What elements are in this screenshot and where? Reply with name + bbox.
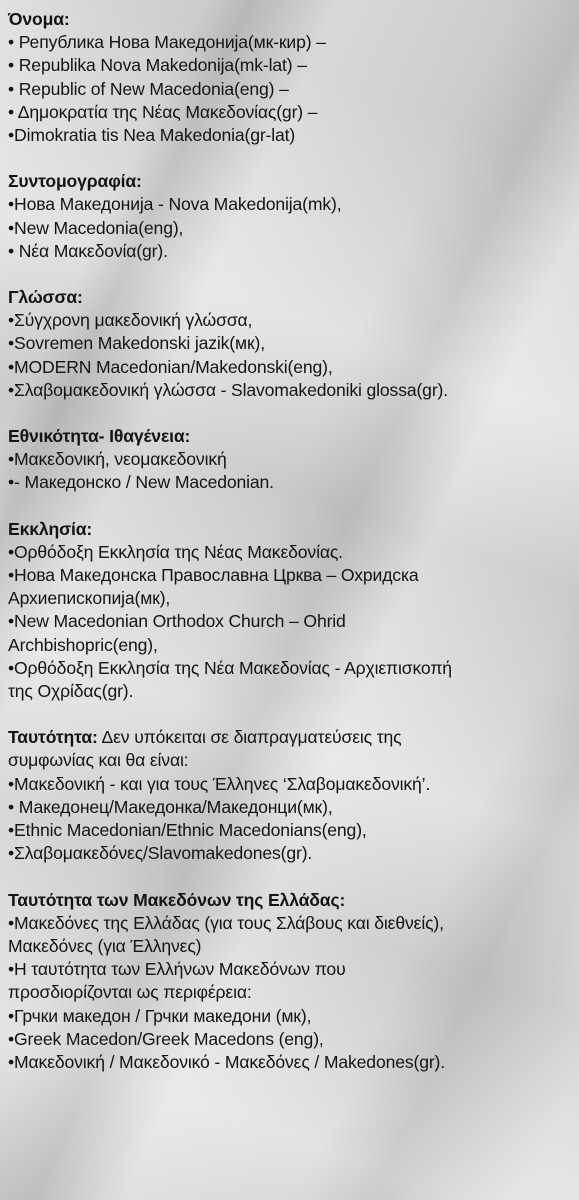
list-item: •Sovremen Makedonski jazik(мк), <box>8 333 265 354</box>
section-greek-macedonians <box>8 889 574 1075</box>
list-item: •Нова Македонска Православна Црква – Охридска <box>8 565 419 586</box>
section-heading: Ταυτότητα των Μακεδόνων της Ελλάδας: <box>8 889 346 910</box>
list-item-continuation: της Οχρίδας(gr). <box>8 681 134 702</box>
list-item: •New Macedonia(eng), <box>8 217 184 238</box>
list-item: •MODERN Macedonian/Makedonski(eng), <box>8 356 333 377</box>
list-item: •Ethnic Macedonian/Ethnic Macedonians(eng), <box>8 820 367 841</box>
section-name <box>8 8 574 147</box>
list-item: •Η ταυτότητα των Ελλήνων Μακεδόνων που <box>8 959 346 980</box>
list-item: •Σλαβομακεδονική γλώσσα - Slavomakedoniki glossa(gr). <box>8 379 448 400</box>
list-item: •Dimokratia tis Nea Makedonia(gr-lat) <box>8 125 296 146</box>
section-heading: Εκκλησία: <box>8 518 93 539</box>
section-language <box>8 286 574 402</box>
list-item: • Δημοκρατία της Νέας Μακεδονίας(gr) – <box>8 101 318 122</box>
section-heading: Όνομα: <box>8 9 70 29</box>
section-abbreviation <box>8 170 574 263</box>
section-nationality <box>8 425 574 495</box>
section-identity <box>8 726 574 865</box>
list-item: • Republic of New Macedonia(eng) – <box>8 78 289 99</box>
section-heading: Συντομογραφία: <box>8 171 142 192</box>
section-lead-text: Δεν υπόκειται σε διαπραγματεύσεις της <box>97 727 402 748</box>
list-item: • Νέα Μακεδονία(gr). <box>8 240 168 261</box>
section-heading: Ταυτότητα: <box>8 727 98 748</box>
list-item: •Грчки македон / Грчки македони (мк), <box>8 1005 312 1026</box>
list-item: •Σύγχρονη μακεδονική γλώσσα, <box>8 310 253 331</box>
list-item: •- Македонско / New Macedonian. <box>8 472 274 493</box>
list-item: • Република Нова Македонија(мк-кир) – <box>8 32 326 53</box>
list-item: •Ορθόδοξη Εκκλησία της Νέα Μακεδονίας - Αρχιεπισκοπή <box>8 657 452 678</box>
section-lead-line <box>8 726 574 749</box>
section-church <box>8 518 574 704</box>
list-item-continuation: Архиепископија(мк), <box>8 588 171 609</box>
list-item-continuation: Μακεδόνες (για Έλληνες) <box>8 935 202 956</box>
list-item-continuation: Archbishopric(eng), <box>8 634 158 655</box>
list-item: •Μακεδόνες της Ελλάδας (για τους Σλάβους και διεθνείς), <box>8 912 444 933</box>
list-item: •Μακεδονική / Μακεδονικό - Μακεδόνες / Makedones(gr). <box>8 1051 445 1072</box>
list-item: •New Macedonian Orthodox Church – Ohrid <box>8 611 346 632</box>
list-item: •Ορθόδοξη Εκκλησία της Νέας Μακεδονίας. <box>8 541 343 562</box>
list-item-continuation: συμφωνίας και θα είναι: <box>8 750 189 771</box>
list-item: •Μακεδονική - και για τους Έλληνες ‘Σλαβομακεδονική’. <box>8 773 431 794</box>
list-item: •Μακεδονική, νεομακεδονική <box>8 449 227 470</box>
list-item: •Σλαβομακεδόνες/Slavomakedones(gr). <box>8 843 313 864</box>
section-heading: Εθνικότητα- Ιθαγένεια: <box>8 426 191 447</box>
list-item: •Greek Macedon/Greek Macedons (eng), <box>8 1028 324 1049</box>
section-heading: Γλώσσα: <box>8 287 83 308</box>
list-item-continuation: προσδιορίζονται ως περιφέρεια: <box>8 982 252 1003</box>
list-item: • Македонец/Македонка/Македонци(мк), <box>8 796 333 817</box>
document-sheet <box>8 8 574 1097</box>
list-item: •Нова Македонија - Nova Makedonija(mk), <box>8 194 342 215</box>
list-item: • Republika Nova Makedonija(mk-lat) – <box>8 55 307 76</box>
